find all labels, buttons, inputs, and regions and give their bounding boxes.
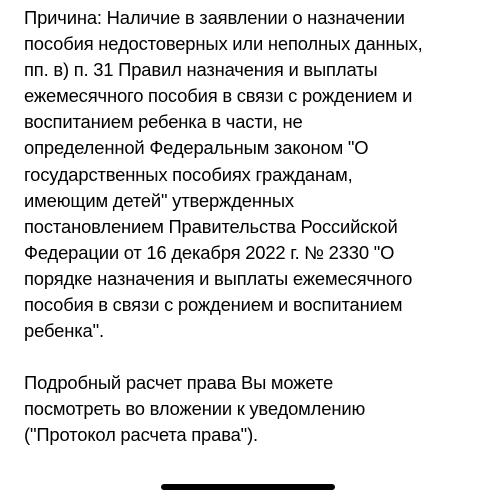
home-indicator[interactable] [161,484,335,490]
details-paragraph: Подробный расчет права Вы можете посмотреть во вложении к уведомлению ("Протокол расчета права"). [24,372,366,446]
reason-paragraph: Причина: Наличие в заявлении о назначении пособия недостоверных или неполных данных, пп. в) п. 31 Правил назначения и выплаты ежемесячного пособия в связи с рождением и воспитанием ребенка в части, не определенной Федеральным законом "О государственных пособиях гражданам, имеющим детей" утвержденных постановлением Правительства Российской Федерации от 16 декабря 2022 г. № 2330 "О порядке назначения и выплаты ежемесячного пособия в связи с рождением и воспитанием ребенка". [24,7,423,342]
notification-message [24,5,480,449]
